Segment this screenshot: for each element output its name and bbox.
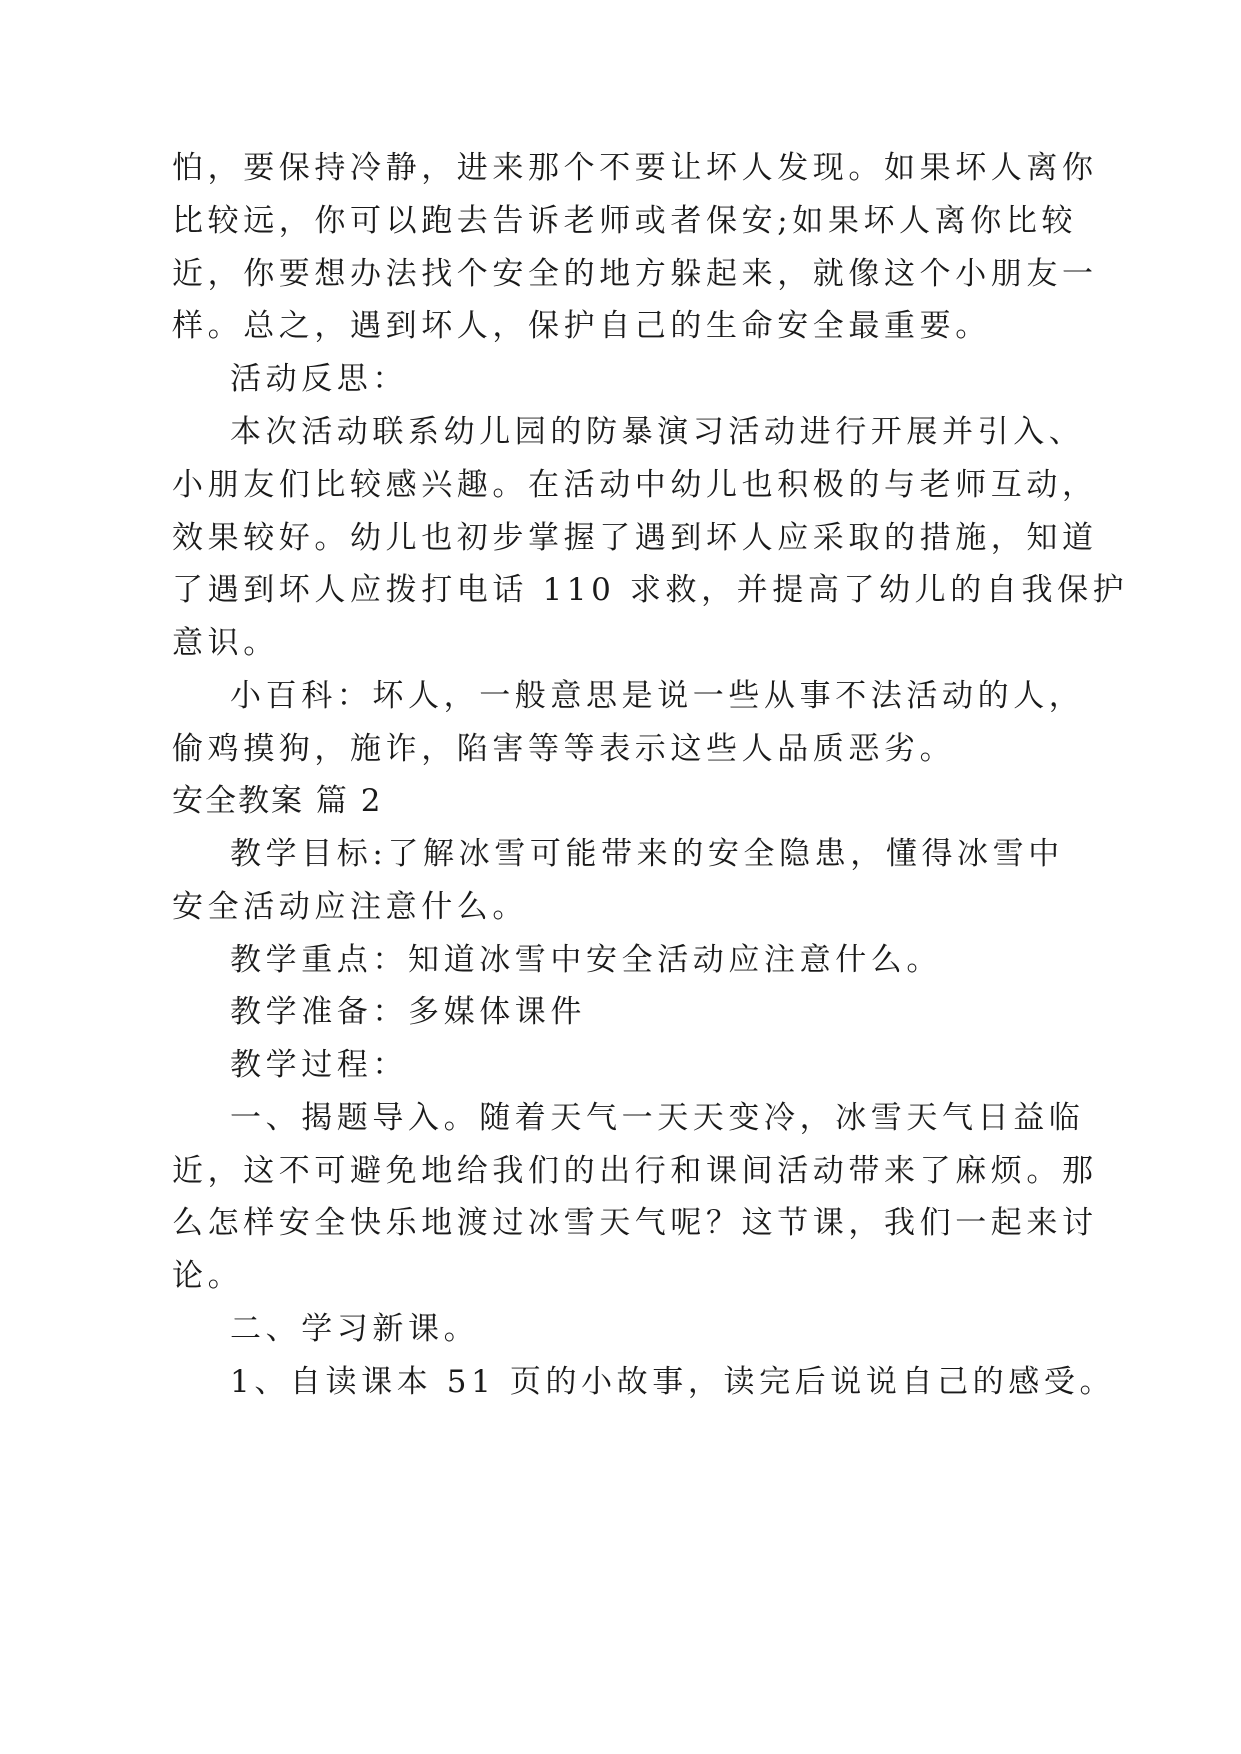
text-line: 比较远，你可以跑去告诉老师或者保安;如果坏人离你比较 [172, 203, 1078, 239]
text-line: 论。 [172, 1258, 244, 1294]
text-line: 小百科：坏人，一般意思是说一些从事不法活动的人， [230, 678, 1085, 714]
text-line: 么怎样安全快乐地渡过冰雪天气呢？这节课，我们一起来讨 [172, 1205, 1098, 1241]
text-line: 教学目标:了解冰雪可能带来的安全隐患，懂得冰雪中 [230, 836, 1064, 872]
text-line: 安全活动应注意什么。 [172, 889, 528, 925]
section-title: 安全教案 篇 2 [172, 783, 383, 819]
text-line: 意识。 [172, 625, 279, 661]
text-line: 怕，要保持冷静，进来那个不要让坏人发现。如果坏人离你 [172, 150, 1098, 186]
text-line: 近，你要想办法找个安全的地方躲起来，就像这个小朋友一 [172, 256, 1098, 292]
text-line: 了遇到坏人应拨打电话 110 求救，并提高了幼儿的自我保护 [172, 572, 1129, 608]
text-line: 1、自读课本 51 页的小故事，读完后说说自己的感受。 [230, 1364, 1116, 1400]
section-heading: 教学过程： [230, 1047, 408, 1083]
text-line: 一、揭题导入。随着天气一天天变冷，冰雪天气日益临 [230, 1100, 1085, 1136]
text-line: 样。总之，遇到坏人，保护自己的生命安全最重要。 [172, 308, 991, 344]
text-line: 近，这不可避免地给我们的出行和课间活动带来了麻烦。那 [172, 1153, 1098, 1189]
text-line: 小朋友们比较感兴趣。在活动中幼儿也积极的与老师互动， [172, 467, 1098, 503]
text-line: 效果较好。幼儿也初步掌握了遇到坏人应采取的措施，知道 [172, 520, 1098, 556]
text-line: 教学重点：知道冰雪中安全活动应注意什么。 [230, 942, 942, 978]
section-heading: 二、学习新课。 [230, 1311, 480, 1347]
text-line: 本次活动联系幼儿园的防暴演习活动进行开展并引入、 [230, 414, 1085, 450]
text-line: 偷鸡摸狗，施诈，陷害等等表示这些人品质恶劣。 [172, 731, 956, 767]
section-heading: 活动反思： [230, 361, 408, 397]
text-line: 教学准备：多媒体课件 [230, 994, 586, 1030]
